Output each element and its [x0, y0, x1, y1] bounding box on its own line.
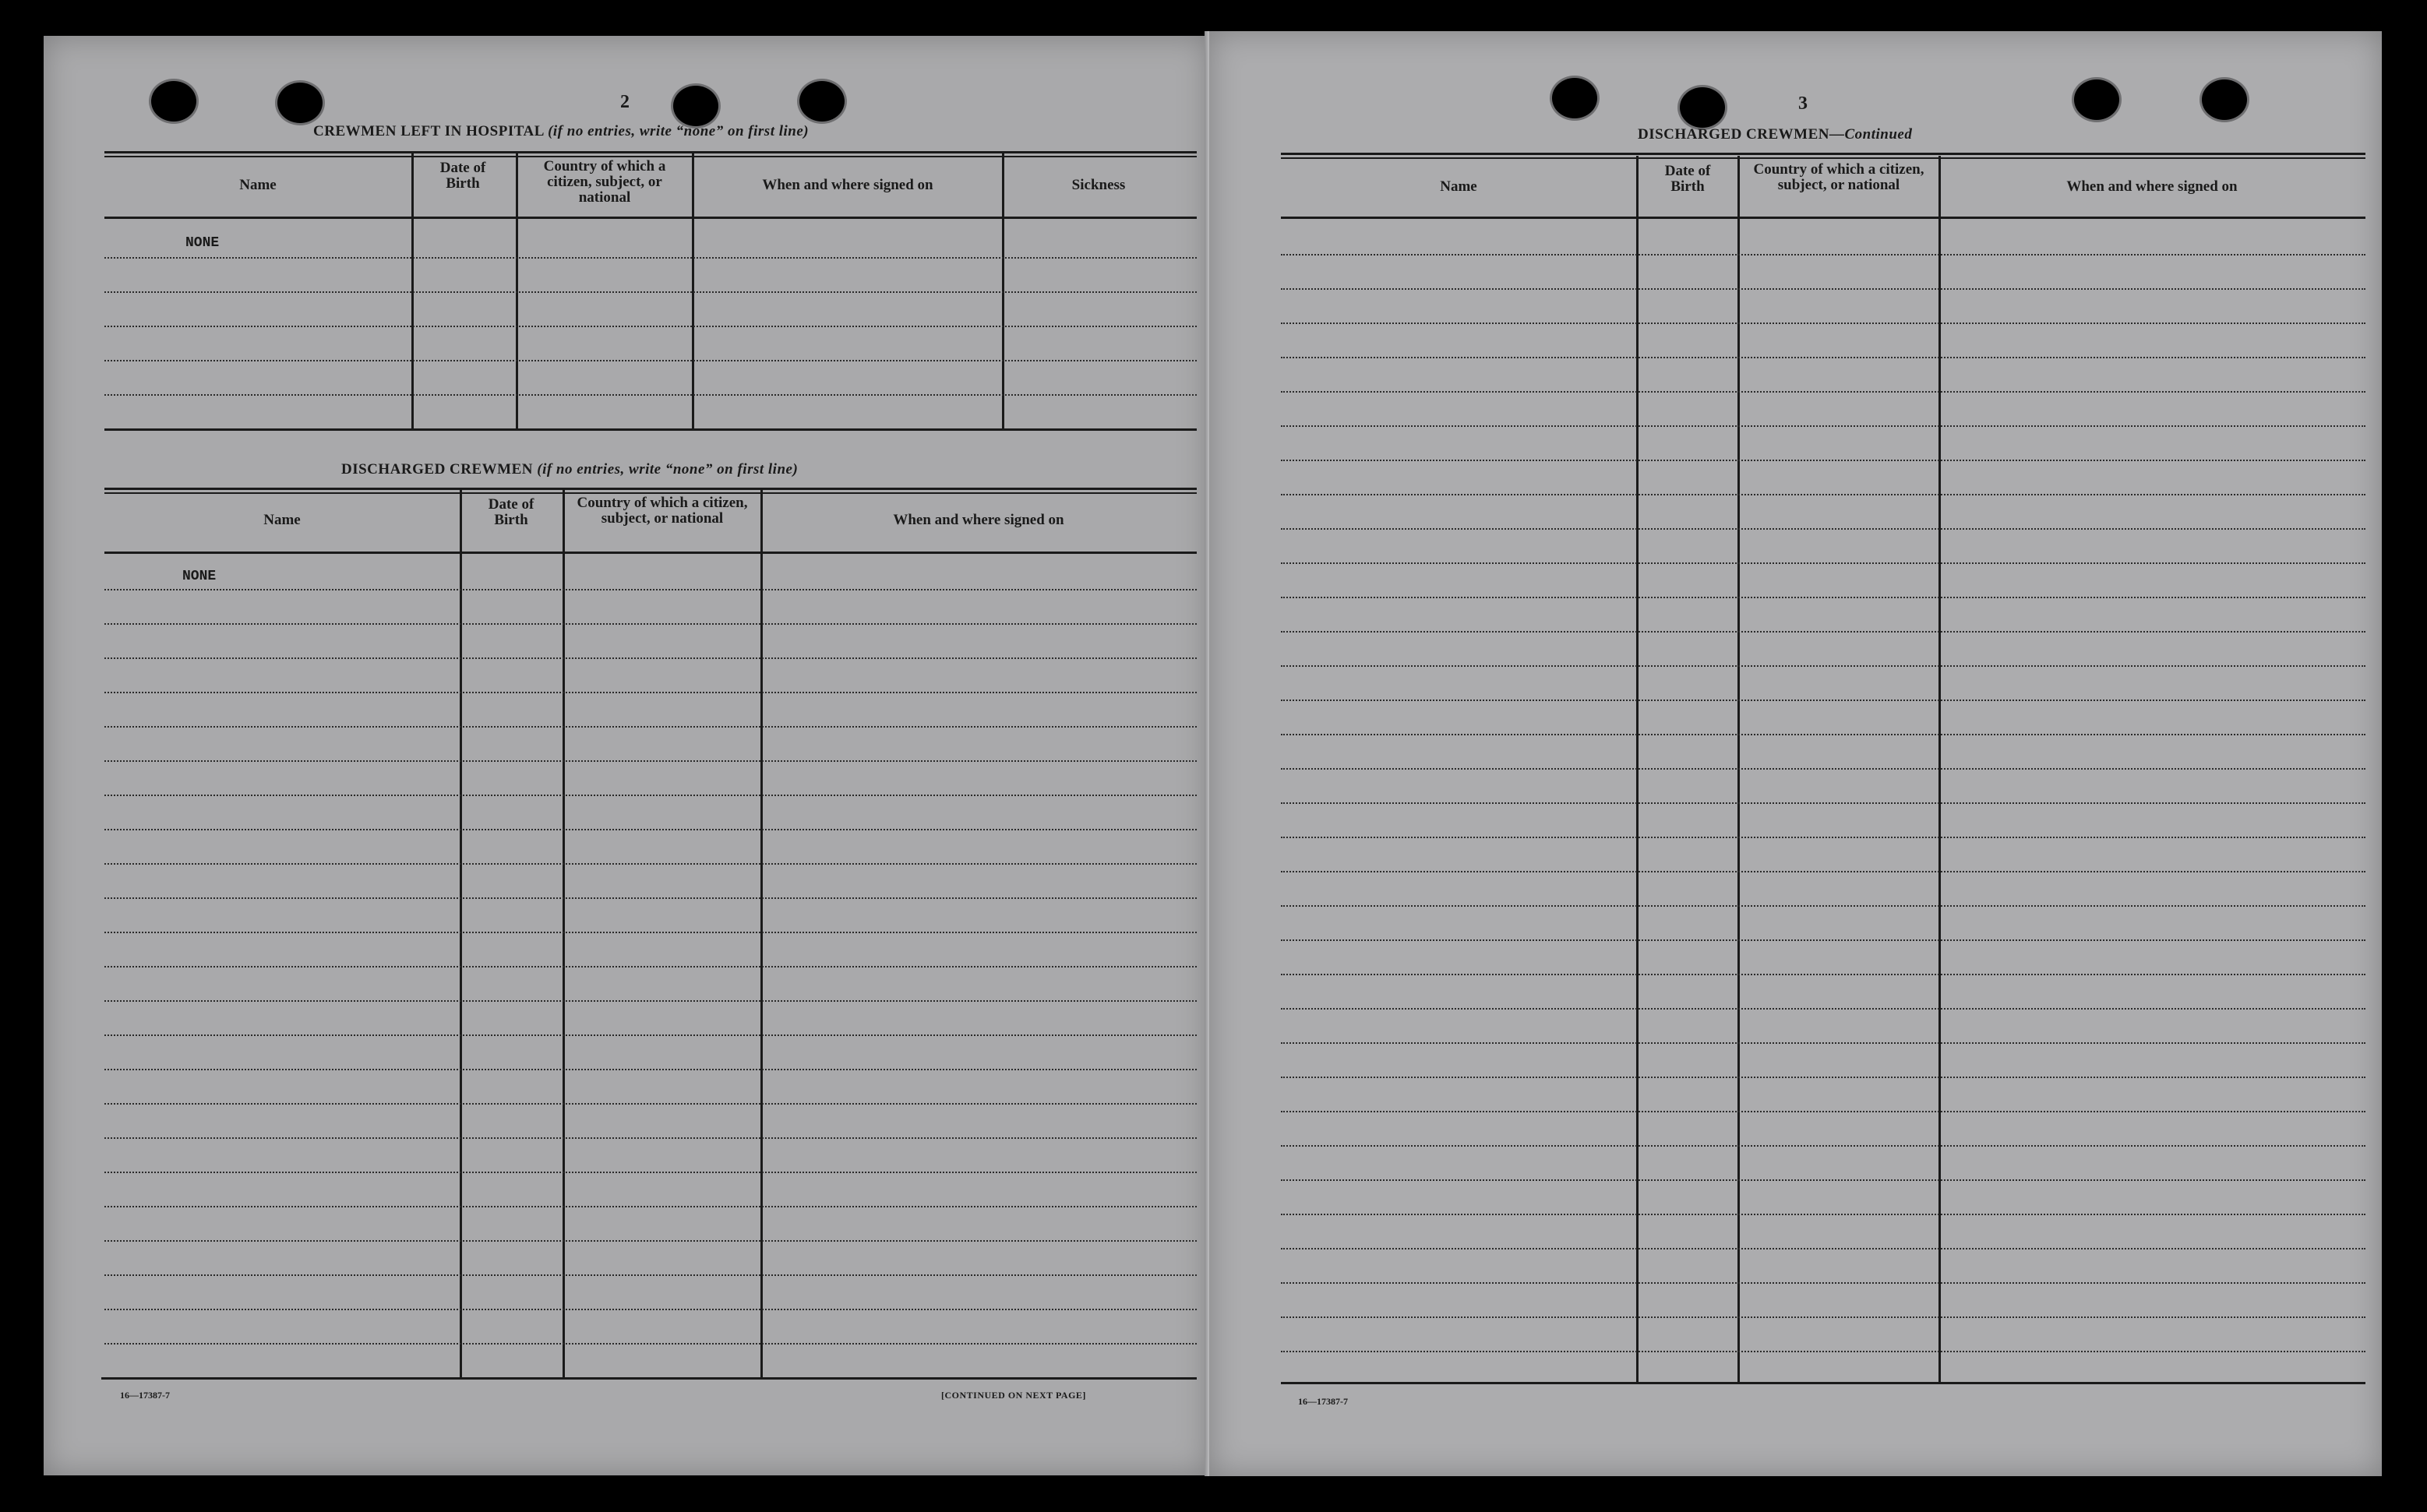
ruled-line: [104, 394, 1197, 396]
ruled-line: [1281, 460, 2365, 461]
ruled-line: [1281, 700, 2365, 701]
page-number: 3: [1798, 93, 1808, 114]
ruled-line: [1281, 1042, 2365, 1044]
ruled-line: [104, 932, 1197, 933]
ruled-line: [104, 1274, 1197, 1276]
hospital-title-text: CREWMEN LEFT IN HOSPITAL: [313, 123, 544, 139]
ruled-line: [104, 897, 1197, 899]
table-top-rule: [104, 492, 1197, 494]
punch-hole: [2074, 79, 2119, 120]
table-top-rule: [1281, 153, 2365, 155]
column-header-name: Name: [239, 177, 277, 193]
ruled-line: [104, 692, 1197, 693]
ruled-line: [1281, 1248, 2365, 1249]
column-divider: [563, 489, 565, 1377]
punch-hole: [2202, 79, 2247, 120]
form-number: 16—17387-7: [120, 1390, 170, 1401]
column-header-dob: Date of Birth: [488, 496, 534, 528]
column-divider: [1938, 156, 1941, 1383]
table-header-rule: [104, 552, 1197, 554]
ruled-line: [1281, 939, 2365, 941]
ruled-line: [1281, 631, 2365, 633]
ruled-line: [104, 1034, 1197, 1036]
ruled-line: [104, 257, 1197, 259]
ruled-line: [1281, 768, 2365, 770]
punch-hole: [277, 83, 323, 123]
table-bottom-rule: [104, 428, 1197, 431]
column-divider: [1636, 156, 1639, 1383]
ruled-line: [1281, 562, 2365, 564]
table-bottom-rule: [1281, 1382, 2365, 1384]
ruled-line: [1281, 734, 2365, 735]
table-top-rule: [104, 151, 1197, 153]
ruled-line: [1281, 837, 2365, 838]
hospital-title-instruction: (if no entries, write “none” on first line): [548, 123, 810, 139]
column-divider: [1737, 156, 1740, 1383]
right-page: [1209, 31, 2382, 1476]
ruled-line: [104, 1172, 1197, 1173]
column-header-dob: Date of Birth: [439, 160, 486, 192]
ruled-line: [1281, 871, 2365, 872]
discharged-title-instruction: (if no entries, write “none” on first line): [537, 461, 799, 478]
ruled-line: [104, 1000, 1197, 1002]
column-header-sickness: Sickness: [1071, 177, 1126, 193]
ruled-line: [1281, 802, 2365, 804]
ruled-line: [1281, 357, 2365, 358]
column-header-country: Country of which a citizen, subject, or national: [543, 158, 666, 206]
ruled-line: [1281, 597, 2365, 598]
left-page: [44, 36, 1209, 1475]
column-header-name: Name: [263, 512, 301, 528]
ruled-line: [104, 1069, 1197, 1070]
ruled-line: [1281, 665, 2365, 667]
ruled-line: [104, 966, 1197, 967]
continued-suffix: —Continued: [1829, 126, 1913, 143]
ruled-line: [104, 795, 1197, 796]
ruled-line: [1281, 494, 2365, 495]
discharged-continued-text: DISCHARGED CREWMEN: [1638, 126, 1829, 143]
ruled-line: [1281, 322, 2365, 324]
form-number: 16—17387-7: [1298, 1396, 1348, 1407]
hospital-section-title: [313, 123, 809, 140]
column-header-signed-on: When and where signed on: [2066, 178, 2238, 195]
ruled-line: [104, 1137, 1197, 1139]
punch-hole: [1552, 78, 1597, 118]
table-top-rule: [104, 156, 1197, 157]
column-header-dob: Date of Birth: [1664, 163, 1711, 195]
punch-hole: [151, 81, 196, 122]
ruled-line: [1281, 974, 2365, 975]
ruled-line: [104, 829, 1197, 830]
column-header-signed-on: When and where signed on: [762, 177, 933, 193]
ruled-line: [1281, 905, 2365, 907]
ruled-line: [104, 760, 1197, 762]
ruled-line: [104, 863, 1197, 865]
punch-hole: [799, 81, 845, 122]
ruled-line: [104, 1206, 1197, 1207]
ruled-line: [104, 291, 1197, 293]
ruled-line: [104, 360, 1197, 361]
column-header-country: Country of which a citizen, subject, or national: [1753, 161, 1924, 193]
ruled-line: [104, 589, 1197, 590]
ruled-line: [104, 726, 1197, 728]
ruled-line: [104, 623, 1197, 625]
table-bottom-rule: [101, 1377, 1197, 1380]
ruled-line: [104, 1343, 1197, 1345]
discharged-section-title: [341, 461, 798, 478]
table-top-rule: [104, 488, 1197, 490]
ruled-line: [1281, 1111, 2365, 1112]
column-header-signed-on: When and where signed on: [893, 512, 1064, 528]
ruled-line: [1281, 391, 2365, 393]
ruled-line: [1281, 254, 2365, 256]
ruled-line: [104, 1240, 1197, 1242]
discharged-title-text: DISCHARGED CREWMEN: [341, 461, 533, 478]
ruled-line: [1281, 425, 2365, 427]
hospital-entry: NONE: [185, 235, 220, 251]
ruled-line: [1281, 1077, 2365, 1078]
ruled-line: [1281, 1214, 2365, 1215]
column-divider: [460, 489, 462, 1377]
table-header-rule: [1281, 217, 2365, 219]
ruled-line: [1281, 288, 2365, 290]
ruled-line: [1281, 1282, 2365, 1284]
discharged-continued-title: [1638, 126, 1912, 143]
ruled-line: [1281, 1179, 2365, 1181]
ruled-line: [104, 1309, 1197, 1310]
ruled-line: [1281, 1145, 2365, 1147]
punch-hole: [673, 86, 718, 126]
ruled-line: [1281, 528, 2365, 530]
table-top-rule: [1281, 157, 2365, 159]
column-header-name: Name: [1440, 178, 1477, 195]
ruled-line: [1281, 1351, 2365, 1352]
continued-note: [CONTINUED ON NEXT PAGE]: [941, 1390, 1086, 1401]
ruled-line: [104, 1103, 1197, 1105]
table-header-rule: [104, 217, 1197, 219]
page-number: 2: [620, 92, 630, 112]
ruled-line: [1281, 1316, 2365, 1318]
ruled-line: [104, 657, 1197, 659]
column-header-country: Country of which a citizen, subject, or national: [577, 495, 748, 527]
ruled-line: [104, 326, 1197, 327]
ruled-line: [1281, 1008, 2365, 1010]
discharged-entry: NONE: [182, 569, 217, 584]
punch-hole: [1680, 87, 1725, 128]
column-divider: [760, 489, 763, 1377]
